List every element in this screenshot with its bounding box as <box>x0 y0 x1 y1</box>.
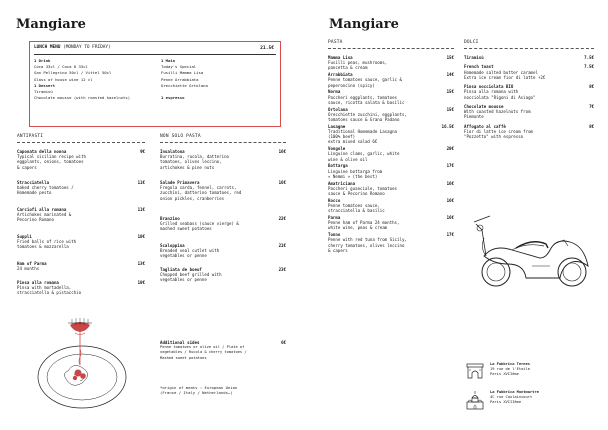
scooter-illustration <box>472 198 598 294</box>
item-desc: Linguine clams, garlic, white <box>328 151 400 157</box>
item-name: Ham of Parma <box>17 261 47 266</box>
item-desc: onion pickles, cranberries <box>160 195 225 201</box>
address-street: 19 rue de l'Etoile <box>490 366 530 371</box>
address-city: Paris XVIIIème <box>490 399 522 404</box>
pasta-plate-illustration <box>20 315 140 420</box>
item-desc: Homemade salted butter caramel <box>464 69 538 75</box>
item-price: 22€ <box>278 216 286 221</box>
item-desc: Artichokes marinated & <box>17 212 72 218</box>
item-desc: Grilled seabass (sauce vierge) & <box>160 221 239 227</box>
item-desc: Pinsa alla romana with <box>464 89 519 95</box>
main-line: Today's Special <box>161 64 197 70</box>
menu-item <box>464 84 594 100</box>
lunch-menu-price: 21.5€ <box>260 46 274 51</box>
antipasti-heading: ANTIPASTI <box>17 134 44 139</box>
item-desc: mashed sweet potatoes <box>160 226 212 232</box>
divider <box>34 54 276 55</box>
menu-item <box>464 104 594 120</box>
address-city: Paris XVIIème <box>490 371 519 376</box>
item-desc: Orecchiette zucchini, eggplants, <box>328 111 407 117</box>
item-desc: Homemade pesto <box>17 190 52 196</box>
lunch-menu-right-col <box>161 58 208 101</box>
lunch-menu-title: LUNCH MENU <box>34 45 61 50</box>
item-desc: baked cherry tomatoes / <box>17 185 74 191</box>
menu-item <box>328 146 454 162</box>
lunch-menu-left-col <box>34 58 130 101</box>
main-line: Orecchiette Ortolana <box>161 82 208 88</box>
item-price: 11€ <box>137 180 145 185</box>
additional-sides <box>160 340 286 361</box>
address-name: La Fabbrica Montmartre <box>490 390 539 394</box>
item-price: 16€ <box>446 197 454 203</box>
item-price: 17€ <box>446 163 454 169</box>
address-street: 4C rue Caulaincourt <box>490 394 533 399</box>
item-price: 15€ <box>446 55 454 60</box>
item-name: Additional sides <box>160 340 200 345</box>
item-name: Arrabbiata <box>328 72 353 78</box>
item-desc: Pinsa with mortadella, <box>17 285 72 291</box>
item-price: 10€ <box>137 234 145 239</box>
item-price: 16€ <box>278 149 286 154</box>
menu-item <box>328 124 454 145</box>
item-price: 9€ <box>140 149 145 154</box>
item-desc: sauce, ricotta salata & basilic <box>328 99 405 105</box>
drink-line: Glass of house wine 12 cl <box>34 76 93 82</box>
item-desc: vegetables or penne <box>160 253 207 259</box>
item-desc: Typical sicilian recipe with <box>17 154 87 160</box>
item-desc: Penne ham of Parma 24 months, <box>328 220 400 226</box>
item-price: 20€ <box>446 146 454 152</box>
item-desc: Burratina, rucola, datterino <box>160 154 230 160</box>
item-desc: Fregola sarda, fennel, carrots, <box>160 185 237 191</box>
address-ternes <box>490 362 530 376</box>
item-price: 6€ <box>281 340 286 345</box>
item-name: Lasagne <box>328 123 346 129</box>
item-name: Caponata della nonna <box>17 149 67 154</box>
item-price: 16€ <box>446 180 454 186</box>
item-price: 16€ <box>278 180 286 185</box>
item-name: Rocco <box>328 197 341 203</box>
item-price: 23€ <box>278 267 286 272</box>
item-name: Vongole <box>328 146 346 152</box>
item-name: Branzino <box>160 216 180 221</box>
lunch-menu-heading <box>34 45 111 50</box>
item-desc: Penne tomatoes or olive oil / Plate of <box>160 345 245 350</box>
item-desc: Paccheri eggplants, tomatoes <box>328 94 398 100</box>
item-desc: vegetables or penne <box>160 277 207 283</box>
dolci-heading: DOLCI <box>464 40 479 45</box>
page-title: Mangiare <box>16 17 86 32</box>
divider <box>328 48 454 49</box>
menu-item <box>328 89 454 105</box>
menu-item <box>328 72 454 88</box>
meat-origin-note <box>160 385 237 395</box>
item-name: Ortolana <box>328 106 348 112</box>
item-price: 15€ <box>446 106 454 112</box>
item-price: 14€ <box>446 72 454 78</box>
item-desc: wine & olive oil <box>328 156 368 162</box>
drink-line: Coca 33cl / Coca 0 33cl <box>34 64 88 70</box>
menu-item <box>328 181 454 197</box>
item-name: Insalatona <box>160 149 185 154</box>
item-name: Bottarga <box>328 163 348 169</box>
page-title: Mangiare <box>329 17 399 32</box>
menu-item <box>160 243 286 259</box>
divider <box>17 142 145 143</box>
dessert-line: Tiramisù <box>34 89 53 95</box>
item-price: 10€ <box>137 280 145 285</box>
item-desc: Traditional Homemade Lasagna <box>328 129 398 134</box>
menu-item <box>160 149 286 170</box>
item-desc: Penne with red tuna from Sicily, <box>328 237 407 243</box>
item-desc: cherry tomatoes, olives leccino <box>328 242 405 248</box>
item-name: Affogato al caffè <box>464 123 506 129</box>
menu-item <box>464 64 594 80</box>
item-desc: Piemonte <box>464 114 484 120</box>
item-name: Tagliata de boeuf <box>160 267 202 272</box>
drink-line: San Pellegrino 50cl / Vittel 50cl <box>34 70 112 76</box>
item-desc: Mashed sweet potatoes <box>160 355 207 360</box>
item-desc: vegetables / Rucola & cherry tomatoes / <box>160 350 247 355</box>
item-price: 7.5€ <box>584 55 594 60</box>
menu-item <box>160 216 286 232</box>
dessert-label: 1 Dessert <box>34 82 56 88</box>
item-desc: pancetta & cream <box>328 65 368 71</box>
item-desc: white wine, peas & cream <box>328 225 388 231</box>
menu-item <box>160 267 286 283</box>
item-desc: Penne tomatoes sauce, <box>328 203 380 208</box>
menu-item <box>328 163 454 179</box>
item-desc: zucchini, datterino tomatoes, red <box>160 190 242 196</box>
arc-de-triomphe-icon <box>466 363 484 379</box>
item-desc: Fried balls of rice with <box>17 239 77 245</box>
item-desc: extra mixed salad 6€ <box>328 139 378 145</box>
main-line: Penne Arrabbiata <box>161 76 199 82</box>
item-desc: Penne tomatoes sauce, garlic & <box>328 77 402 83</box>
item-name: Chocolate mousse <box>464 104 504 109</box>
item-desc: stracciatella & basilic <box>328 208 385 214</box>
item-price: 16€ <box>446 215 454 220</box>
menu-item <box>328 55 454 71</box>
item-desc: tomatoes sauce & Grana Padano <box>328 117 400 122</box>
item-desc: & capers <box>17 164 37 170</box>
item-desc: Linguine bottarga from <box>328 168 383 174</box>
item-desc: With coasted hazelnuts from <box>464 109 531 115</box>
item-desc: nocciolata "Rigoni di Asiago" <box>464 94 536 100</box>
sacre-coeur-icon <box>466 390 484 410</box>
note-line: *origin of meats : European Union <box>160 385 238 390</box>
item-name: Carciofi alla romana <box>17 207 67 212</box>
item-name: Pinsa nocciolata BIO <box>464 84 514 90</box>
item-price: 7.5€ <box>584 64 594 70</box>
item-name: Mamma Lisa <box>328 55 353 60</box>
note-line: (France / Italy / Netherlands…) <box>160 390 233 396</box>
item-name: Tonno <box>328 232 341 238</box>
item-name: Parma <box>328 215 341 220</box>
dessert-line: Chocolate mousse (with roasted hazelnuts) <box>34 95 131 101</box>
menu-item <box>17 207 145 223</box>
item-desc: Breaded veal cutlet with <box>160 248 220 254</box>
lunch-menu-subtitle: (MONDAY TO FRIDAY) <box>63 45 111 50</box>
item-desc: eggplants, onions, tomatoes <box>17 159 84 165</box>
menu-item <box>328 215 454 231</box>
menu-item <box>328 107 454 123</box>
item-desc: artichokes & pine nuts <box>160 164 215 170</box>
menu-item <box>17 234 145 250</box>
item-desc: Extra ice cream fior di latte +2€ <box>464 74 546 80</box>
divider <box>464 48 594 49</box>
item-name: French toast <box>464 64 494 70</box>
drink-label: 1 Drink <box>34 58 51 63</box>
item-desc: & capers <box>328 247 348 253</box>
item-desc: tomatoes, olives leccino, <box>160 159 222 165</box>
item-name: Salade Primavera <box>160 180 200 185</box>
item-name: Supplì <box>17 234 32 239</box>
item-name: Tiramisù <box>464 55 484 60</box>
item-price: 13€ <box>137 261 145 266</box>
address-name: La Fabbrica Ternes <box>490 362 530 366</box>
menu-item <box>328 198 454 214</box>
item-price: 8€ <box>589 84 594 90</box>
item-desc: Fior di latte ice cream from <box>464 129 534 134</box>
lunch-menu-box <box>29 41 281 127</box>
item-desc: "Pozzetto" with espresso <box>464 134 524 140</box>
item-name: Pinsa alla romana <box>17 280 59 285</box>
item-price: 11€ <box>137 207 145 212</box>
right-page <box>304 0 608 430</box>
item-price: 7€ <box>589 104 594 109</box>
main-label: 1 Main <box>161 58 176 63</box>
item-price: 15€ <box>446 89 454 95</box>
item-desc: 24 months <box>17 266 40 272</box>
item-name: Stracciatella <box>17 180 50 185</box>
pasta-heading: PASTA <box>328 40 343 45</box>
item-desc: Chopped beef grilled with <box>160 272 222 278</box>
item-desc: stracciatella & pistacchio <box>17 290 82 296</box>
item-name: Norma <box>328 89 341 95</box>
menu-item <box>17 180 145 196</box>
menu-item <box>464 55 594 60</box>
item-desc: sauce & Pecorino Romano <box>328 191 385 196</box>
item-price: 21€ <box>278 243 286 248</box>
menu-item <box>464 124 594 140</box>
item-price: 17€ <box>446 232 454 238</box>
item-price: 8€ <box>589 123 594 129</box>
item-name: Amatriciana <box>328 180 356 186</box>
main-line: Fusilli Mamma Lisa <box>161 70 204 76</box>
menu-item <box>17 280 145 296</box>
item-desc: peperoncino (spicy) <box>328 82 375 88</box>
non-solo-pasta-heading: NON SOLO PASTA <box>160 134 201 139</box>
menu-item <box>17 149 145 170</box>
item-name: Scaloppina <box>160 243 185 248</box>
item-desc: Fusilli peas, mushrooms, <box>328 60 388 66</box>
menu-item <box>160 180 286 201</box>
item-desc: Pecorino Romano <box>17 217 54 223</box>
menu-item <box>17 261 145 271</box>
item-desc: Paccheri guanciale, tomatoes <box>328 185 398 191</box>
espresso-label: 1 espresso <box>161 95 185 101</box>
item-price: 16.5€ <box>441 123 454 129</box>
address-montmartre <box>490 390 539 404</box>
item-desc: tomatoes & mozzarella <box>17 244 69 250</box>
item-desc: (100% beef) <box>328 134 356 140</box>
item-desc: « Nemmi » (the best) <box>328 173 378 179</box>
divider <box>160 142 286 143</box>
menu-item <box>328 232 454 253</box>
